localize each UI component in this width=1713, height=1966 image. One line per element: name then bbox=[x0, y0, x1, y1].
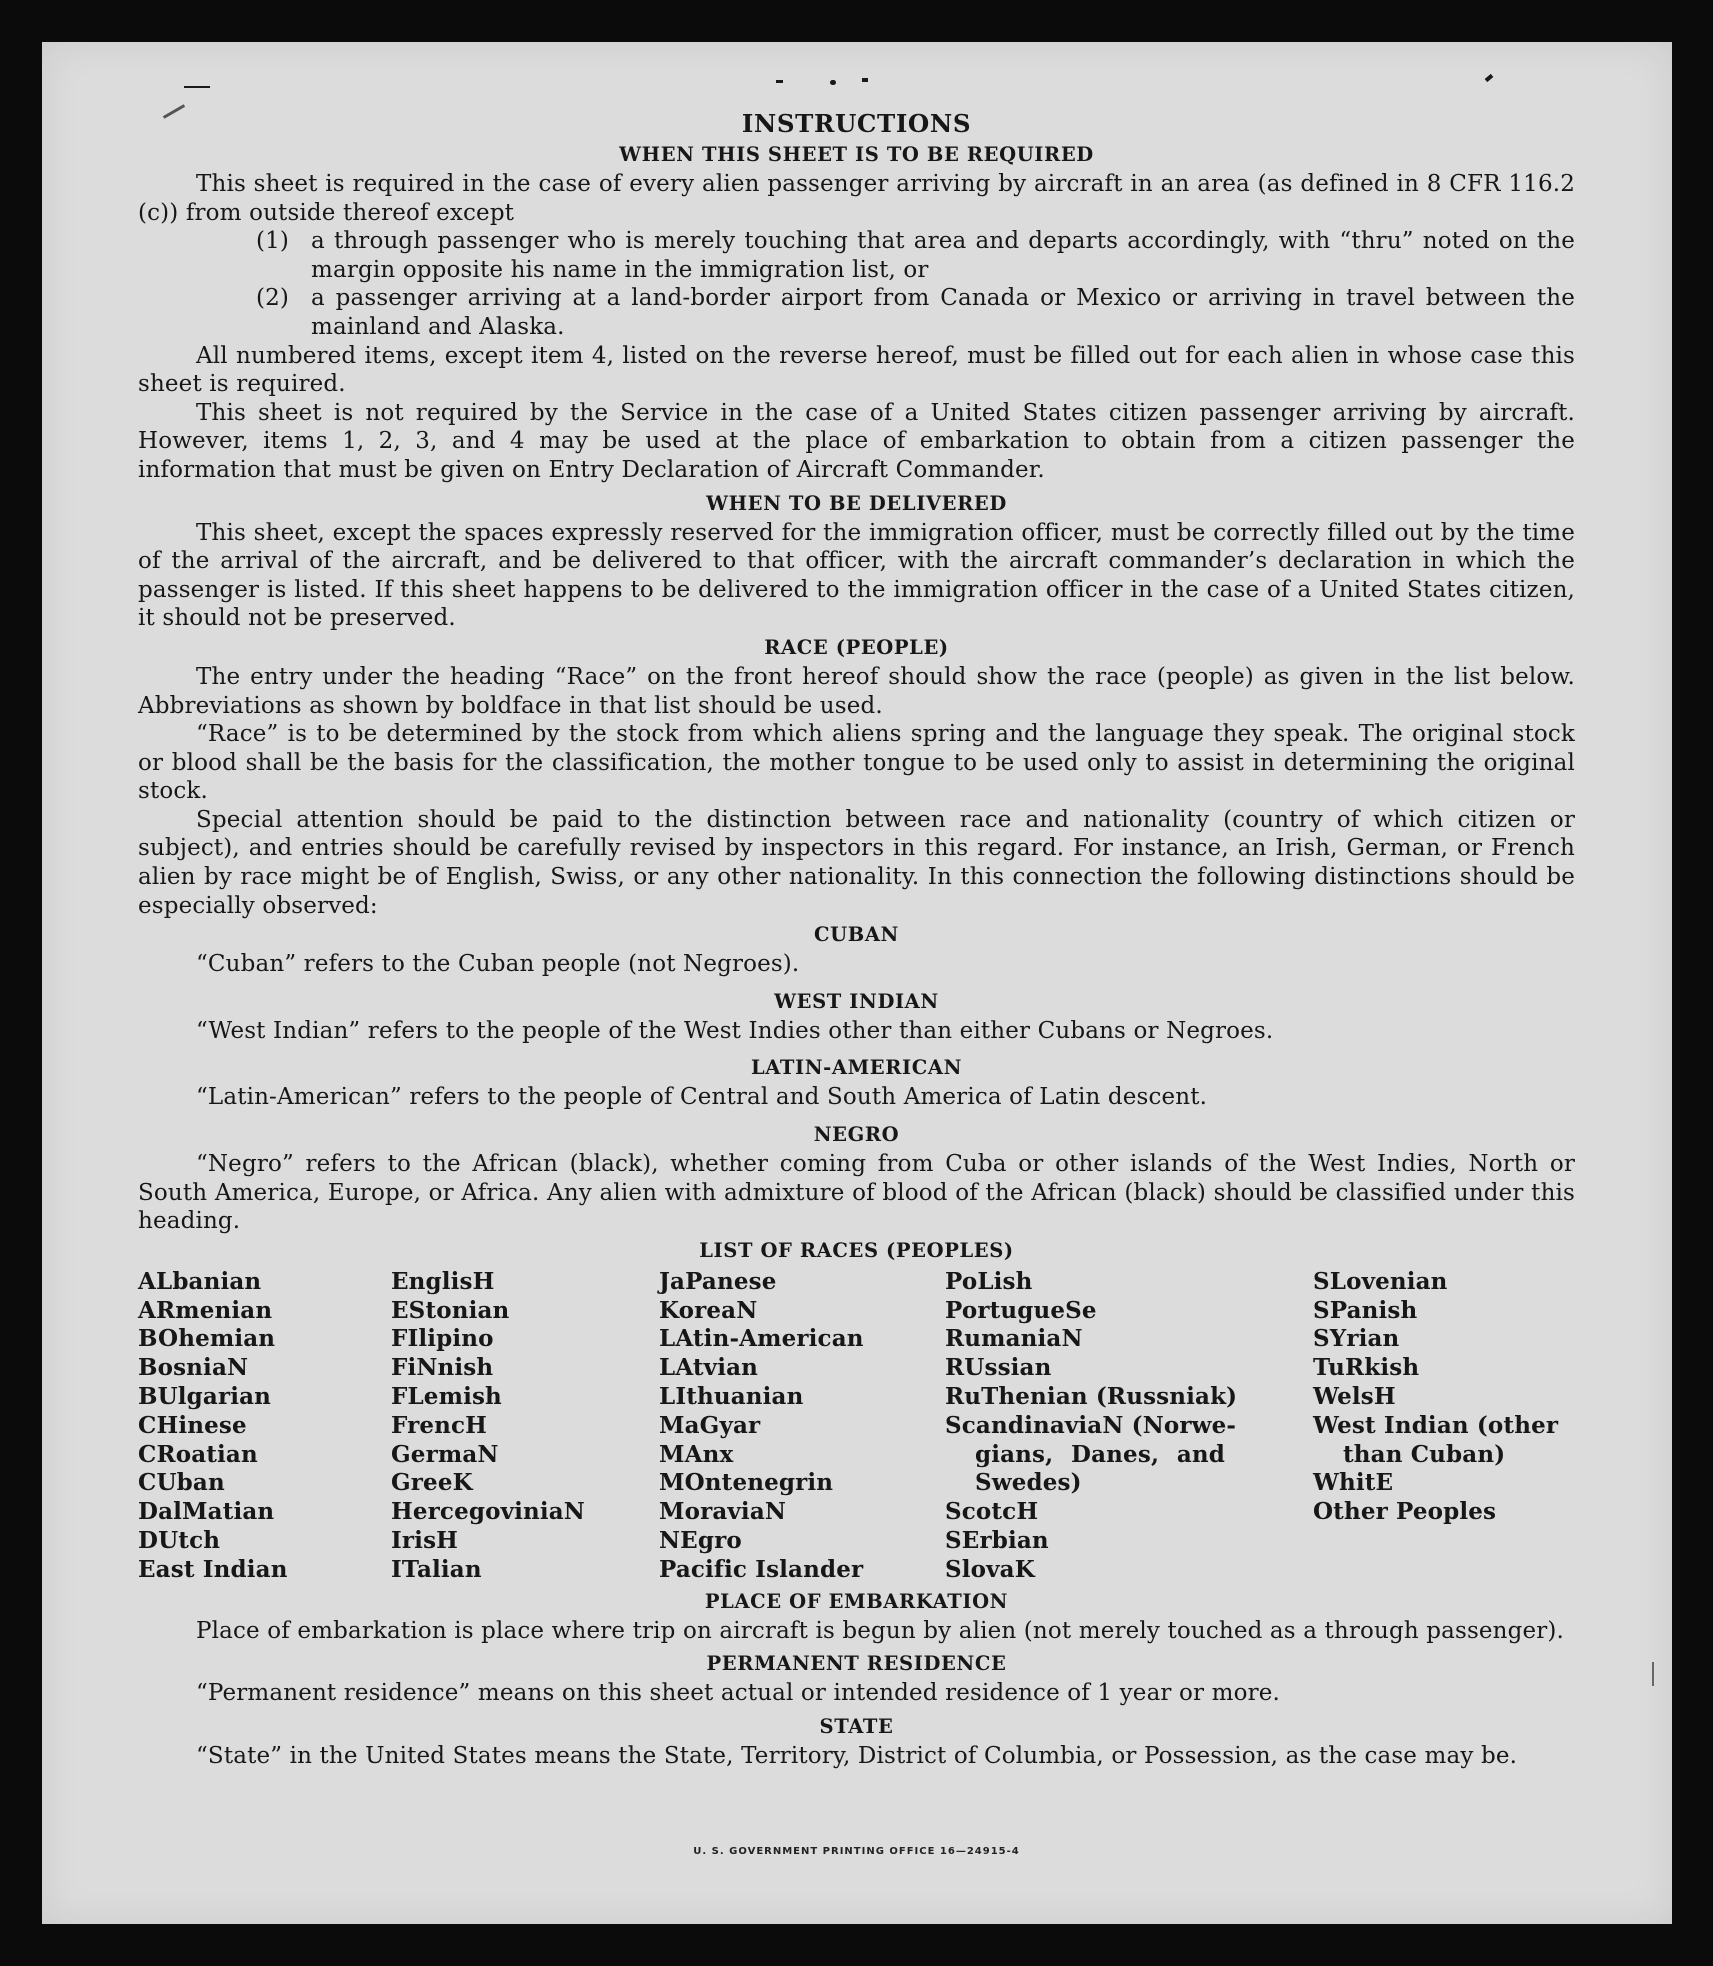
race-item: SLovenian bbox=[1313, 1267, 1448, 1295]
race-item: ALbanian bbox=[138, 1267, 262, 1295]
section-title-state: STATE bbox=[819, 1714, 894, 1738]
race-item: HercegoviniaN bbox=[391, 1498, 585, 1526]
race-item: IrisH bbox=[391, 1526, 459, 1554]
race-item: CRoatian bbox=[138, 1440, 258, 1468]
race-item: EStonian bbox=[391, 1296, 510, 1324]
printer-imprint: U. S. GOVERNMENT PRINTING OFFICE 16—24915-4 bbox=[693, 1846, 1020, 1857]
race-item: NEgro bbox=[659, 1526, 742, 1554]
paragraph-required-intro: This sheet is required in the case of every alien passenger arriving by aircraft in an area (as defined in 8 CFR 116.2 (c)) from outside thereof except bbox=[138, 171, 1575, 226]
race-item: WelsH bbox=[1313, 1383, 1396, 1410]
section-title-required: WHEN THIS SHEET IS TO BE REQUIRED bbox=[619, 143, 1094, 166]
race-list-column-1 bbox=[138, 1268, 391, 1585]
paragraph-citizen: This sheet is not required by the Service in the case of a United States citizen passenger arriving by aircraft. However, items 1, 2, 3, and 4 may be used at the place of embarkation to obtain from a citizen passenger the information that must be given on Entry Declaration of Aircraft Commander. bbox=[138, 399, 1575, 483]
scan-speck bbox=[184, 86, 210, 88]
paragraph-race-2: “Race” is to be determined by the stock from which aliens spring and the language they speak. The original stock or blood shall be the basis for the classification, the mother tongue to be used only to assist in determining the original stock. bbox=[138, 721, 1575, 805]
race-item: LIthuanian bbox=[659, 1383, 804, 1410]
scan-speck bbox=[1485, 74, 1494, 82]
race-item: PoLish bbox=[945, 1267, 1033, 1295]
race-item: JaPanese bbox=[659, 1267, 777, 1295]
race-item: BosniaN bbox=[138, 1354, 249, 1382]
scan-speck bbox=[862, 78, 868, 82]
item-text: a passenger arriving at a land-border airport from Canada or Mexico or arriving in travel between the mainland and Alaska. bbox=[311, 285, 1575, 340]
paragraph-state: “State” in the United States means the State, Territory, District of Columbia, or Possession, as the case may be. bbox=[196, 1742, 1518, 1769]
section-title-race: RACE (PEOPLE) bbox=[764, 635, 949, 659]
race-item: BOhemian bbox=[138, 1325, 276, 1353]
paragraph-race-3: Special attention should be paid to the distinction between race and nationality (country of which citizen or subject), and entries should be carefully revised by inspectors in this regard. For instance, an Irish, German, or French alien by race might be of English, Swiss, or any other nationality. In this connection the following distinctions should be especially observed: bbox=[138, 806, 1575, 919]
race-item: DUtch bbox=[138, 1526, 221, 1554]
race-item: FiNnish bbox=[391, 1354, 494, 1382]
race-item: RUssian bbox=[945, 1354, 1052, 1382]
race-item: BUlgarian bbox=[138, 1383, 272, 1410]
race-list-column-5 bbox=[1313, 1268, 1575, 1585]
race-item: LAtin-American bbox=[659, 1325, 864, 1353]
section-title-cuban: CUBAN bbox=[814, 923, 899, 947]
paragraph-negro: “Negro” refers to the African (black), whether coming from Cuba or other islands of the West Indies, North or South America, Europe, or Africa. Any alien with admixture of blood of the African (black) should be classified under this heading. bbox=[138, 1151, 1575, 1235]
paragraph-numbered-items: All numbered items, except item 4, listed on the reverse hereof, must be filled out for each alien in whose case this sheet is required. bbox=[138, 342, 1575, 398]
race-list-column-2 bbox=[391, 1268, 659, 1585]
paragraph-west-indian: “West Indian” refers to the people of the West Indies other than either Cubans or Negroes. bbox=[196, 1017, 1274, 1044]
paragraph-cuban: “Cuban” refers to the Cuban people (not Negroes). bbox=[196, 951, 800, 978]
race-item: East Indian bbox=[138, 1555, 288, 1583]
race-list-column-3 bbox=[659, 1268, 945, 1585]
race-list-column-4 bbox=[945, 1268, 1313, 1585]
paragraph-race-1: The entry under the heading “Race” on the front hereof should show the race (people) as given in the list below. Abbreviations as shown by boldface in that list should be used. bbox=[138, 663, 1575, 719]
race-list-table bbox=[138, 1268, 1575, 1585]
race-item: Other Peoples bbox=[1313, 1498, 1497, 1526]
paragraph-delivered: This sheet, except the spaces expressly reserved for the immigration officer, must be correctly filled out by the time of the arrival of the aircraft, and be delivered to that officer, with the aircraft commander’s declaration in which the passenger is listed. If this sheet happens to be delivered to the immigration officer in the case of a United States citizen, it should not be preserved. bbox=[138, 519, 1575, 632]
race-item: GermaN bbox=[391, 1440, 499, 1468]
race-item: ScotcH bbox=[945, 1498, 1039, 1526]
race-item: ScandinaviaN (Norwe- bbox=[945, 1411, 1237, 1439]
race-item: RumaniaN bbox=[945, 1325, 1083, 1353]
section-title-embarkation: PLACE OF EMBARKATION bbox=[704, 1589, 1009, 1613]
race-item: SPanish bbox=[1313, 1296, 1418, 1324]
race-item-continuation: than Cuban) bbox=[1343, 1440, 1506, 1468]
race-item: MaGyar bbox=[659, 1411, 761, 1439]
race-item: TuRkish bbox=[1313, 1354, 1420, 1382]
section-title-west-indian: WEST INDIAN bbox=[774, 989, 939, 1013]
race-item: FLemish bbox=[391, 1383, 502, 1410]
race-item: SlovaK bbox=[945, 1555, 1035, 1583]
paragraph-residence: “Permanent residence” means on this sheet actual or intended residence of 1 year or more. bbox=[196, 1680, 1280, 1707]
paragraph-latin-american: “Latin-American” refers to the people of Central and South America of Latin descent. bbox=[196, 1084, 1208, 1111]
scan-speck bbox=[776, 80, 783, 83]
race-item: WhitE bbox=[1313, 1469, 1394, 1497]
race-item: SErbian bbox=[945, 1526, 1049, 1554]
race-item: KoreaN bbox=[659, 1296, 758, 1324]
exception-item-1 bbox=[138, 227, 1575, 284]
item-text: a through passenger who is merely touching that area and departs accordingly, with “thru” noted on the margin opposite his name in the immigration list, or bbox=[311, 228, 1575, 283]
item-number: (1) bbox=[256, 228, 290, 255]
race-item: Pacific Islander bbox=[659, 1555, 864, 1583]
race-item: SYrian bbox=[1313, 1325, 1400, 1353]
page-title: INSTRUCTIONS bbox=[741, 109, 972, 138]
race-item: EnglisH bbox=[391, 1267, 495, 1295]
exception-item-2 bbox=[138, 284, 1575, 341]
race-item: West Indian (other bbox=[1313, 1411, 1559, 1439]
section-title-residence: PERMANENT RESIDENCE bbox=[706, 1652, 1007, 1676]
section-title-latin-american: LATIN-AMERICAN bbox=[750, 1056, 963, 1080]
race-item: FIlipino bbox=[391, 1325, 494, 1353]
race-item: GreeK bbox=[391, 1469, 473, 1497]
race-item: ARmenian bbox=[138, 1296, 273, 1324]
instructions-content bbox=[138, 108, 1575, 1770]
race-item: MoraviaN bbox=[659, 1498, 787, 1526]
race-item: DalMatian bbox=[138, 1498, 275, 1526]
race-item: MOntenegrin bbox=[659, 1469, 834, 1497]
scan-speck bbox=[1652, 1662, 1654, 1686]
item-number: (2) bbox=[256, 285, 290, 312]
race-item: PortugueSe bbox=[945, 1296, 1097, 1324]
section-title-delivered: WHEN TO BE DELIVERED bbox=[706, 491, 1007, 515]
race-item: RuThenian (Russniak) bbox=[945, 1383, 1238, 1410]
race-item: FrencH bbox=[391, 1411, 488, 1439]
section-title-race-list: LIST OF RACES (PEOPLES) bbox=[699, 1238, 1014, 1262]
section-title-negro: NEGRO bbox=[813, 1123, 900, 1147]
race-item: CHinese bbox=[138, 1411, 247, 1439]
race-item: ITalian bbox=[391, 1555, 482, 1583]
race-item: LAtvian bbox=[659, 1354, 759, 1382]
race-item: CUban bbox=[138, 1469, 225, 1497]
paragraph-embarkation: Place of embarkation is place where trip on aircraft is begun by alien (not merely touched as a through passenger). bbox=[196, 1617, 1565, 1644]
race-item-continuation: gians, Danes, and Swedes) bbox=[975, 1440, 1225, 1497]
scan-speck bbox=[830, 80, 836, 85]
race-item: MAnx bbox=[659, 1440, 734, 1468]
